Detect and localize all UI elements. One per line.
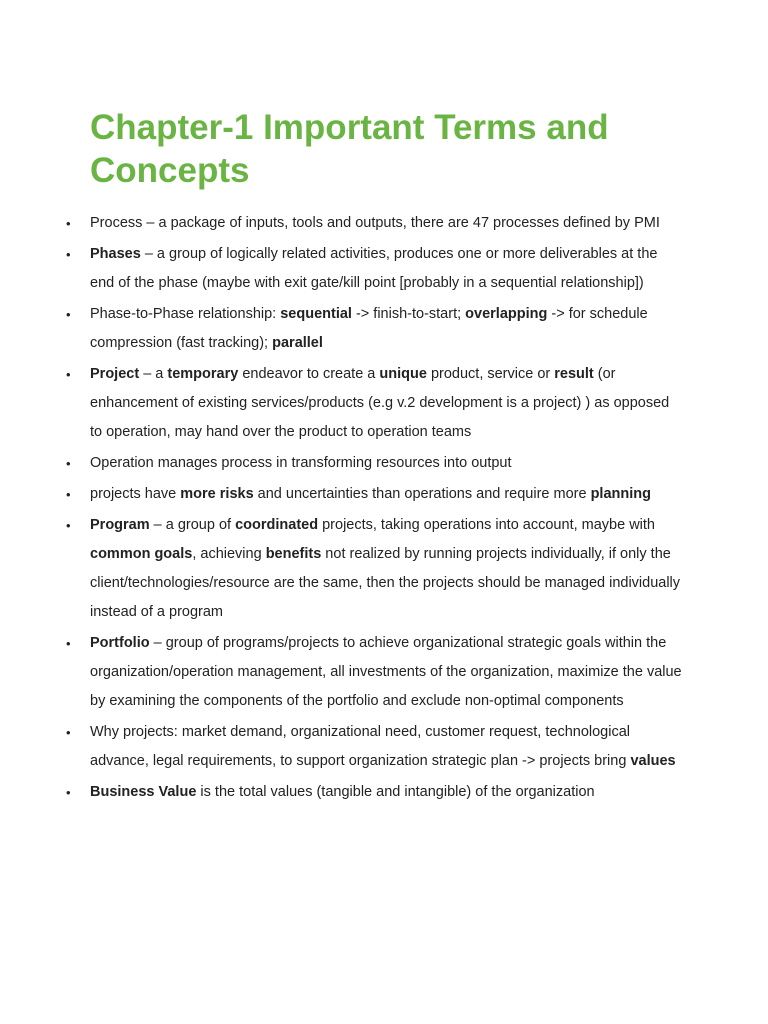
bullet-icon: • (66, 456, 71, 471)
bold-term: more risks (180, 486, 254, 502)
bold-term: common goals (90, 546, 193, 562)
item-text: Why projects: market demand, organizational need, customer request, technological advance, legal requirements, to support organization strategic plan -> projects bring (90, 724, 631, 769)
bold-term: values (630, 753, 676, 769)
item-text: Phase-to-Phase relationship: (90, 306, 281, 322)
list-item (66, 778, 685, 807)
item-text: projects have (90, 486, 181, 502)
bold-term: parallel (272, 335, 323, 351)
bullet-icon: • (66, 307, 71, 322)
bullet-icon: • (66, 725, 71, 740)
item-text: and uncertainties than operations and require more (253, 486, 591, 502)
bold-term: overlapping (465, 306, 548, 322)
list-item (66, 360, 685, 447)
bold-term: coordinated (235, 517, 319, 533)
item-text: projects, taking operations into account, maybe with (318, 517, 655, 533)
item-text: – a group of logically related activities, produces one or more deliverables at the end of the phase (maybe with exit gate/kill point [probably in a sequential relationship]) (90, 246, 658, 291)
list-item (66, 511, 685, 627)
item-text: -> for schedule compression (fast tracking); (90, 306, 648, 351)
bullet-icon: • (66, 216, 71, 231)
page-title: Chapter-1 Important Terms and Concepts (90, 108, 609, 190)
list-item (66, 629, 685, 716)
item-text: (or enhancement of existing services/products (e.g v.2 development is a project) ) as opposed to operation, may hand over the product to operation teams (90, 366, 670, 440)
item-text: – a group of (149, 517, 236, 533)
item-text: product, service or (426, 366, 555, 382)
bullet-icon: • (66, 636, 71, 651)
item-text: -> finish-to-start; (351, 306, 466, 322)
item-text: , achieving (192, 546, 266, 562)
list-item (66, 240, 685, 298)
bold-term: unique (379, 366, 427, 382)
list-item (66, 209, 685, 238)
item-text: not realized by running projects individually, if only the client/technologies/resource are the same, then the projects should be managed individually instead of a program (90, 546, 681, 620)
item-text: Process – a package of inputs, tools and outputs, there are 47 processes defined by PMI (90, 215, 660, 231)
bold-term: Phases (90, 246, 141, 262)
list-item (66, 449, 685, 478)
bullet-icon: • (66, 487, 71, 502)
bullet-icon: • (66, 367, 71, 382)
bold-term: temporary (167, 366, 239, 382)
bold-term: Portfolio (90, 635, 150, 651)
list-item (66, 718, 685, 776)
bold-term: sequential (280, 306, 352, 322)
bullet-icon: • (66, 785, 71, 800)
item-text: – group of programs/projects to achieve organizational strategic goals within the organization/operation management, all investments of the organization, maximize the value by examining the components of the portfolio and exclude non-optimal components (90, 635, 682, 709)
list-item (66, 480, 685, 509)
bold-term: result (554, 366, 594, 382)
bold-term: planning (590, 486, 651, 502)
bold-term: benefits (265, 546, 322, 562)
terms-list (66, 209, 685, 809)
bullet-icon: • (66, 518, 71, 533)
bold-term: Program (90, 517, 150, 533)
item-text: – a (139, 366, 168, 382)
item-text: is the total values (tangible and intangible) of the organization (196, 784, 595, 800)
bold-term: Project (90, 366, 140, 382)
list-item (66, 300, 685, 358)
item-text: endeavor to create a (238, 366, 380, 382)
item-text: Operation manages process in transforming resources into output (90, 455, 512, 471)
bold-term: Business Value (90, 784, 197, 800)
bullet-icon: • (66, 247, 71, 262)
